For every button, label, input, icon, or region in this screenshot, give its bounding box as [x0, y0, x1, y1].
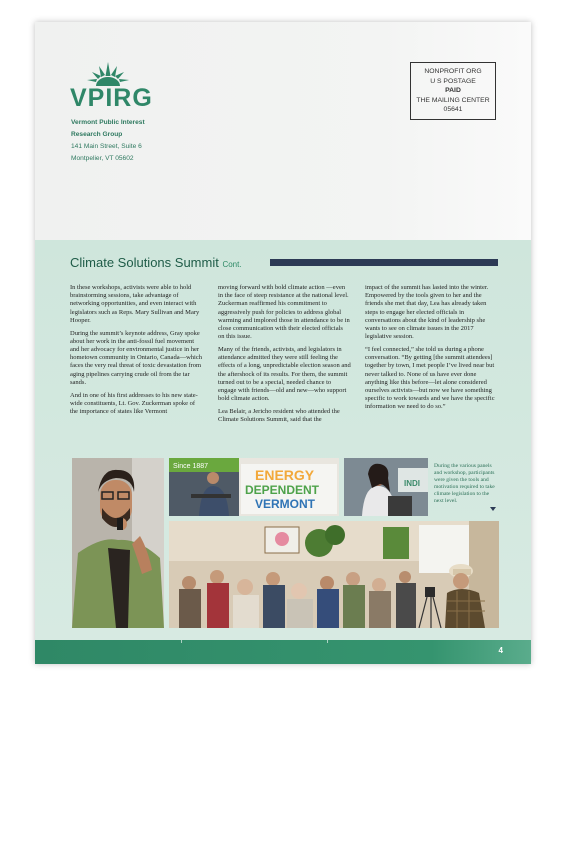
- continued-label: Cont.: [222, 260, 242, 269]
- article-body: [70, 284, 500, 454]
- paragraph: impact of the summit has lasted into the winter. Empowered by the tools given to her and the friends she met that day, Lea has already taken steps to engage her elected officials in conversations about the kind of leadership she wants to see on climate issues in the 2017 legislative session.: [365, 284, 489, 341]
- fold-mark: [327, 640, 328, 643]
- photo-caption: During the various panels and workshop, participants were given the tools and motivation required to take climate legislation to the next level.: [434, 463, 495, 504]
- paragraph: And in one of his first addresses to his new state-wide constituents, Lt. Gov. Zuckerman spoke of the importance of states like Vermont: [70, 391, 198, 416]
- banner-since-text: Since 1887: [173, 463, 209, 470]
- banner-indi-text: INDI: [404, 479, 420, 488]
- address-line-1: 141 Main Street, Suite 6: [71, 143, 142, 150]
- article-panel: [35, 240, 531, 640]
- banner-energy-text: ENERGY: [255, 467, 315, 483]
- newsletter-page: [35, 22, 531, 664]
- postage-line-4: THE MAILING CENTER: [416, 96, 490, 104]
- footer-bar: [35, 640, 531, 664]
- address-line-2: Montpelier, VT 05602: [71, 155, 134, 162]
- paragraph: Many of the friends, activists, and legislators in attendance admitted they were still feeling the effects of a long, unpredictable election season and the aftershock of its results. For them, the summit turned out to be a special, needed chance to engage with friends—old and new—who support bold climate action.: [218, 346, 351, 403]
- fold-mark: [181, 640, 182, 643]
- photo-collage: [72, 458, 502, 632]
- photo-woman-podium: [344, 458, 428, 516]
- org-name-line-2: Research Group: [71, 131, 123, 138]
- page-number: 4: [498, 646, 503, 655]
- mailing-panel: [35, 22, 531, 240]
- article-column-2: [218, 284, 351, 429]
- caption-arrow-icon: [490, 507, 496, 511]
- title-rule: [270, 259, 498, 266]
- paragraph: During the summit’s keynote address, Gray spoke about her work in the anti-fossil fuel movement and her advocacy for environmental justice in her hometown community in Ontario, Canada—which faces the very real threat of toxic devastation from aging pipelines carrying crude oil from the tar sands.: [70, 329, 202, 386]
- photo-energy-banner: [169, 458, 339, 516]
- postage-line-2: U S POSTAGE: [430, 77, 476, 85]
- article-column-3: [365, 284, 498, 416]
- postage-line-1: NONPROFIT ORG: [424, 68, 482, 75]
- org-name-line-1: Vermont Public Interest: [71, 119, 145, 126]
- paragraph: moving forward with bold climate action —even in the face of steep resistance at the national level. Zuckerman reaffirmed his commitment to aggressively push for policies to address global warming and implored those in attendance to be in close communication with their elected officials on this issue.: [218, 284, 350, 341]
- photo-speaker-microphone: [72, 458, 164, 628]
- banner-vermont-text: VERMONT: [255, 497, 315, 511]
- article-title-text: Climate Solutions Summit: [70, 255, 219, 270]
- postage-line-3: PAID: [445, 87, 461, 95]
- article-title: [70, 255, 242, 270]
- postage-line-5: 05641: [443, 106, 463, 114]
- vpirg-logo: [70, 62, 153, 112]
- paragraph: Lea Belair, a Jericho resident who attended the Climate Solutions Summit, said that the: [218, 408, 340, 424]
- postage-indicia: [410, 62, 496, 120]
- paragraph: “I feel connected,” she told us during a phone conversation. “By getting [the summit attendees] together by town, I met people I’ve lived near but never talked to. None of us have ever done anything like this before—let alone considered ourselves activists—but now we have something specific to work towards and we have the specific information we need to do so.”: [365, 346, 495, 411]
- photo-workshop-audience: [169, 521, 499, 628]
- logo-wordmark: VPIRG: [70, 84, 153, 112]
- banner-dependent-text: DEPENDENT: [245, 483, 320, 497]
- paragraph: In these workshops, activists were able to hold brainstorming sessions, take advantage of networking opportunities, and even interact with legislators such as Reps. Mary Sullivan and Mary Hooper.: [70, 284, 200, 324]
- article-heading: [70, 255, 500, 271]
- return-address: [71, 117, 145, 165]
- article-column-1: [70, 284, 203, 421]
